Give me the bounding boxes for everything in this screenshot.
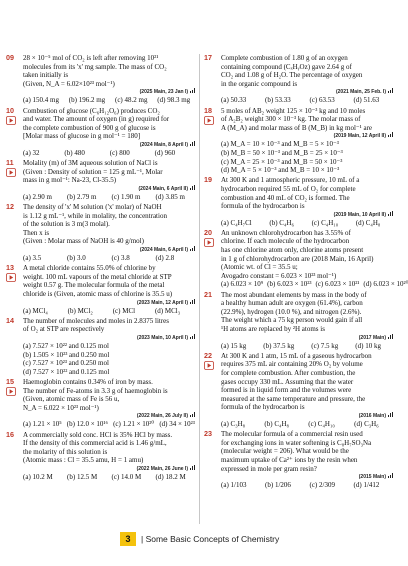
option-d[interactable]: (d) 10 kg [355, 341, 381, 350]
exam-reference-text: (2024 Main, 6 April I) [139, 247, 188, 254]
question-number: 18 [204, 105, 212, 115]
question-line: The molecular formula of a commercial resin used [221, 430, 363, 439]
difficulty-bars-icon [190, 88, 196, 93]
option-b[interactable]: (b) M_B = 50 × 10⁻³ and M_B = 25 × 10⁻³ [221, 148, 343, 157]
question-line: the molarity of this solution is [23, 447, 108, 456]
options [221, 219, 394, 228]
question-number: 21 [204, 289, 212, 299]
options [23, 149, 196, 158]
options [221, 280, 408, 289]
question-line: The weight which a 75 kg person would gain if all [221, 316, 363, 325]
question-text [221, 291, 394, 334]
exam-reference-text: (2024 Main, 6 April II) [138, 185, 188, 192]
question-text [23, 54, 196, 88]
question-line: The density of 'x' M solution ('x' molar) of NaOH [23, 203, 162, 212]
question-line: formula of the hydrocarbon is [221, 403, 305, 412]
page-footer [0, 530, 400, 550]
question-line: [Molar mass of glucose in g mol⁻¹ = 180] [23, 132, 141, 141]
exam-reference [221, 211, 394, 219]
option-c[interactable]: (c) 1.90 m [111, 192, 141, 201]
question-line: in the organic compound is [221, 79, 298, 88]
option-a[interactable]: (a) 7.527 × 10²² and 0.125 mol [23, 342, 109, 350]
exam-reference-text: (2017 Main) [358, 334, 386, 341]
question-number: 13 [6, 263, 14, 273]
option-d[interactable]: (d) 7.527 × 10²² and 0.125 mol [23, 367, 110, 376]
question-line: in 1 g of chlorohydrocarbon are (2018 Main, 16 April) [221, 254, 374, 263]
question-text [23, 431, 196, 465]
video-solution-icon[interactable] [6, 273, 16, 282]
question-number: 20 [204, 227, 212, 237]
question-line: A (M_A) and molar mass of B (M_B) in kg mol⁻¹ are [221, 123, 373, 132]
option-a[interactable]: (a) 1.21 × 10⁵ [23, 420, 62, 429]
exam-reference [23, 299, 196, 307]
question-22 [204, 352, 394, 429]
option-b[interactable]: (b) 1.505 × 10²³ and 0.250 mol [23, 350, 110, 359]
exam-reference [221, 473, 394, 481]
question-09 [6, 54, 196, 105]
option-b[interactable]: (b) 480 [64, 148, 85, 157]
exam-reference [221, 334, 394, 342]
option-c[interactable]: (c) 7.5 kg [311, 341, 339, 350]
question-line: Molality (m) of 3M aqueous solution of NaCl is [23, 159, 158, 168]
option-b[interactable]: (b) 53.33 [265, 96, 291, 105]
question-line: (Given : Molar mass of NaOH is 40 g/mol) [23, 237, 144, 246]
option-a[interactable]: (a) 2.90 m [23, 192, 52, 201]
video-solution-icon[interactable] [204, 238, 214, 247]
exam-reference-text: (2022 Main, 26 July II) [136, 413, 188, 420]
exam-reference-text: (2021 Main, 25 Feb. I) [335, 89, 386, 96]
question-14 [6, 317, 196, 377]
option-d[interactable]: (d) 34 × 10²³ [159, 420, 195, 429]
question-line: CO₂ and 1.08 g of H₂O. The percentage of oxygen [221, 71, 363, 80]
question-15 [6, 378, 196, 429]
question-text [221, 107, 394, 133]
option-c[interactable]: (c) 7.527 × 10²³ and 0.250 mol [23, 359, 109, 368]
option-b[interactable]: (b) 12.5 M [67, 472, 98, 481]
question-number: 11 [6, 158, 14, 168]
question-line: ¹H atoms are replaced by ²H atoms is [221, 325, 325, 333]
options [221, 420, 394, 429]
question-line: and water. The amount of oxygen (in g) required for [23, 115, 170, 124]
question-text [221, 54, 394, 88]
difficulty-bars-icon [190, 334, 196, 339]
option-d[interactable]: (d) 18.2 M [155, 472, 186, 481]
option-c[interactable]: (c) 48.2 mg [114, 96, 148, 105]
question-16 [6, 431, 196, 482]
question-line: requires 375 mL air containing 20% O₂ by volume [221, 360, 363, 369]
question-number: 09 [6, 53, 14, 62]
options [23, 254, 196, 263]
question-text [23, 317, 196, 334]
question-line: has one chlorine atom only, chlorine atoms present [221, 246, 364, 255]
difficulty-bars-icon [388, 132, 394, 137]
question-line: weight. 100 mL vapours of the metal chloride at STP [23, 272, 172, 281]
options [23, 342, 196, 376]
difficulty-bars-icon [388, 211, 394, 216]
option-c[interactable]: (c) 63.53 [309, 96, 335, 105]
difficulty-bars-icon [190, 465, 196, 470]
question-line: (Atomic mass : Cl = 35.5 amu, H = 1 amu) [23, 456, 144, 465]
question-line: hydrocarbon required 55 mL of O₂ for complete [221, 184, 356, 193]
option-b[interactable]: (b) 6.023 × 10²³ [267, 280, 312, 289]
question-line: Then x is [23, 228, 50, 237]
option-b[interactable]: (b) C₄H₈ [264, 419, 289, 428]
option-b[interactable]: (b) C₄H₆ [269, 218, 294, 227]
option-a[interactable]: (a) 10.2 M [23, 472, 53, 481]
option-b[interactable]: (b) MCl₂ [67, 306, 93, 315]
chapter-title: | Some Basic Concepts of Chemistry [141, 534, 280, 544]
difficulty-bars-icon [190, 141, 196, 146]
difficulty-bars-icon [388, 412, 394, 417]
option-a[interactable]: (a) MCl₄ [23, 306, 48, 315]
question-line: The number of Fe-atoms in 3.3 g of haemoglobin is [23, 386, 168, 395]
difficulty-bars-icon [190, 299, 196, 304]
question-line: taken initially is [23, 71, 69, 80]
question-number: 15 [6, 376, 14, 386]
option-a[interactable]: (a) 3.5 [23, 254, 42, 263]
exam-reference [23, 334, 196, 342]
question-line: formed is in liquid form and the volumes were [221, 386, 352, 395]
question-line: the complete combustion of 900 g of glucose is [23, 123, 156, 132]
option-c[interactable]: (c) 2/309 [309, 481, 335, 490]
exam-reference-text: (2015 Main) [358, 474, 386, 481]
option-a[interactable]: (a) 15 kg [221, 341, 247, 350]
question-line: An unknown chlorohydrocarbon has 3.55% of [221, 228, 351, 237]
option-d[interactable]: (d) 6.023 × 10²⁰ [363, 280, 408, 289]
option-d[interactable]: (d) MCl₃ [154, 306, 181, 315]
question-12 [6, 203, 196, 263]
option-b[interactable]: (b) 3.0 [67, 254, 86, 263]
question-line: If the density of this commercial acid is 1.46 g/mL, [23, 439, 167, 448]
option-a[interactable]: (a) M_A = 10 × 10⁻³ and M_B = 5 × 10⁻³ [221, 140, 339, 149]
right-column [204, 53, 408, 491]
question-21 [204, 291, 394, 351]
difficulty-bars-icon [388, 473, 394, 478]
option-a[interactable]: (a) 50.33 [221, 96, 247, 105]
exam-reference-text: (2023 Main, 10 April I) [137, 335, 188, 341]
difficulty-bars-icon [388, 334, 394, 339]
exam-reference [23, 141, 196, 149]
question-number: 12 [6, 202, 14, 212]
question-line: measured at the same temperature and pressure, the [221, 394, 366, 403]
exam-reference-text: (2016 Main) [358, 412, 386, 419]
options [23, 193, 196, 202]
options [221, 96, 394, 105]
options [23, 307, 196, 316]
question-number: 22 [204, 350, 212, 360]
left-column [6, 54, 196, 483]
question-line: The number of molecules and moles in 2.8375 litres [23, 316, 169, 325]
question-line: of A₂B₂ weight 300 × 10⁻³ kg. The molar mass of [221, 115, 361, 124]
question-line: mass in g mol⁻¹: Na-23, Cl-35.5) [23, 176, 117, 185]
question-line: (Atomic wt. of Cl = 35.5 u; [221, 263, 298, 272]
question-line: of the solution is 3 m(3 molal). [23, 220, 110, 229]
option-d[interactable]: (d) 1/412 [353, 481, 380, 490]
exam-reference-text: (2023 Main, 12 April I) [137, 299, 188, 306]
option-c[interactable]: (c) 6.023 × 10²¹ [315, 280, 360, 289]
option-b[interactable]: (b) 2.79 m [67, 192, 97, 201]
question-line: 28 × 10⁻⁵ mol of CO₂ is left after removing 10²¹ [23, 54, 159, 62]
question-line: 5 moles of AB₂ weight 125 × 10⁻³ kg and 10 moles [221, 106, 366, 115]
question-number: 23 [204, 429, 212, 439]
question-line: weight 0.57 g. The molecular formula of the metal [23, 281, 165, 290]
question-text [23, 264, 196, 298]
question-text [23, 107, 196, 141]
option-b[interactable]: (b) 12.0 × 10¹⁶ [66, 420, 108, 429]
difficulty-bars-icon [190, 412, 196, 417]
option-c[interactable]: (c) MCl [112, 306, 136, 315]
options [23, 473, 196, 482]
options [221, 342, 394, 351]
difficulty-bars-icon [190, 185, 196, 190]
question-text [23, 378, 196, 412]
question-number: 19 [204, 175, 212, 185]
exam-reference [23, 465, 196, 473]
exam-reference [23, 412, 196, 420]
option-d[interactable]: (d) M_A = 5 × 10⁻³ and M_B = 10 × 10⁻³ [221, 166, 340, 175]
exam-reference [221, 132, 394, 140]
exam-reference-text: (2022 Main, 26 June I) [136, 465, 188, 472]
option-a[interactable]: (a) 1/103 [221, 481, 247, 490]
option-c[interactable]: (c) C₄H₁₀ [311, 218, 339, 227]
option-c[interactable]: (c) 1.21 × 10²⁰ [113, 420, 155, 429]
question-20 [204, 227, 408, 289]
difficulty-bars-icon [388, 88, 394, 93]
question-line: Haemoglobin contains 0.34% of iron by mass. [23, 377, 153, 386]
question-line: (Given, atomic mass of Fe is 56 u, [23, 395, 120, 404]
question-line: (22.9%), hydrogen (10.0 %), and nitrogen (2.6%). [221, 307, 362, 316]
option-a[interactable]: (a) 150.4 mg [23, 96, 59, 105]
video-solution-icon[interactable] [204, 116, 214, 125]
question-number: 17 [204, 53, 212, 62]
question-line: molecules from its 'x' mg sample. The mass of CO₂ [23, 62, 167, 71]
option-d[interactable]: (d) 51.63 [353, 96, 380, 105]
option-c[interactable]: (c) M_A = 25 × 10⁻³ and M_B = 50 × 10⁻³ [221, 157, 343, 166]
exam-reference-text: (2024 Main, 8 April I) [139, 141, 188, 148]
option-c[interactable]: (c) C₄H₁₀ [308, 419, 335, 428]
question-line: expressed in mole per gram resin? [221, 464, 317, 473]
question-text [221, 176, 394, 210]
options [23, 420, 196, 429]
option-d[interactable]: (d) 960 [154, 148, 176, 157]
question-line: N_A = 6.022 × 10²³ mol⁻¹) [23, 403, 99, 412]
exam-reference [23, 88, 196, 96]
question-line: chlorine. If each molecule of the hydrocarbon [221, 237, 350, 246]
option-b[interactable]: (b) 1/206 [265, 481, 291, 490]
exam-reference-text: (2025 Main, 23 Jan I) [139, 89, 188, 96]
question-line: chloride is (Given, atomic mass of chlorine is 35.5 u) [23, 290, 173, 299]
question-line: A metal chloride contains 55.0% of chlorine by [23, 264, 156, 273]
question-text [221, 430, 394, 473]
option-c[interactable]: (c) 800 [109, 148, 130, 157]
question-line: (Given : Density of solution = 125 g mL⁻¹, Molar [23, 167, 163, 176]
question-text [23, 159, 196, 185]
video-solution-icon[interactable] [6, 387, 16, 396]
question-line: formula of the hydrocarbon is [221, 202, 305, 211]
option-b[interactable]: (b) 37.5 kg [263, 341, 295, 350]
option-a[interactable]: (a) 6.023 × 10⁹ [221, 280, 264, 289]
difficulty-bars-icon [190, 246, 196, 251]
question-19 [204, 176, 394, 227]
option-a[interactable]: (a) C₃H₈ [221, 419, 246, 428]
exam-reference [23, 185, 196, 193]
column-divider [199, 54, 200, 524]
question-text [23, 203, 196, 246]
exam-reference [23, 246, 196, 254]
option-d[interactable]: (d) 98.3 mg [157, 96, 191, 105]
question-number: 16 [6, 429, 14, 439]
question-line: maximum uptake of Ca²⁺ ions by the resin when [221, 455, 358, 464]
question-line: combustion and 40 mL of CO₂ is formed. The [221, 193, 350, 202]
question-line: of O₂ at STP are respectively [23, 325, 105, 334]
video-solution-icon[interactable] [6, 116, 16, 125]
question-line: At 300 K and 1 atm, 15 mL of a gaseous hydrocarbon [221, 351, 372, 360]
question-line: Avogadro constant = 6.023 × 10²³ mol⁻¹) [221, 271, 337, 280]
question-11 [6, 159, 196, 201]
question-number: 14 [6, 315, 14, 325]
question-line: a healthy human adult are oxygen (61.4%), carbon [221, 299, 363, 308]
option-a[interactable]: (a) C₄H₇Cl [221, 218, 252, 227]
exam-reference-text: (2019 Main, 12 April II) [333, 133, 386, 140]
question-10 [6, 107, 196, 158]
option-d[interactable]: (d) 2.8 [155, 254, 175, 263]
question-line: Complete combustion of 1.80 g of an oxygen [221, 54, 348, 62]
option-d[interactable]: (d) C₄H₈ [355, 218, 381, 227]
exam-reference [221, 88, 394, 96]
question-line: At 300 K and 1 atmospheric pressure, 10 mL of a [221, 176, 360, 185]
question-23 [204, 430, 394, 490]
question-line: for complete combustion. After combustion, the [221, 368, 356, 377]
question-line: (Given, N_A = 6.02×10²³ mol⁻¹) [23, 79, 115, 88]
question-text [221, 352, 394, 412]
exam-reference [221, 412, 394, 420]
option-d[interactable]: (d) 3.85 m [155, 192, 185, 201]
option-c[interactable]: (c) 3.8 [111, 254, 130, 263]
question-17 [204, 54, 394, 105]
exam-reference-text: (2019 Main, 10 April II) [333, 211, 386, 218]
question-line: Combustion of glucose (C₆H₁₂O₆) produces CO₂ [23, 106, 160, 115]
question-line: A commercially sold conc. HCl is 35% HCl by mass. [23, 430, 173, 439]
options [221, 140, 394, 174]
question-number: 10 [6, 105, 14, 115]
option-b[interactable]: (b) 196.2 mg [68, 96, 106, 105]
options [23, 96, 196, 105]
question-18 [204, 107, 394, 175]
question-13 [6, 264, 196, 315]
question-line: (molecular weight = 206). What would be the [221, 447, 349, 456]
option-d[interactable]: (d) C₃H₆ [354, 419, 379, 428]
question-line: The most abundant elements by mass in the body of [221, 290, 367, 299]
question-line: containing compound (CₓHᵧOz) gave 2.64 g of [221, 62, 352, 71]
question-line: for exchanging ions in water softening is C₈H₇SO₃Na [221, 438, 372, 447]
options [221, 481, 394, 490]
video-solution-icon[interactable] [6, 168, 16, 177]
option-a[interactable]: (a) 32 [23, 148, 40, 157]
question-text [221, 229, 394, 281]
question-line: gases occupy 330 mL. Assuming that the water [221, 377, 354, 386]
page-number: 3 [120, 532, 136, 546]
video-solution-icon[interactable] [204, 361, 214, 370]
question-line: is 1.12 g mL⁻¹, while in molality, the concentration [23, 211, 167, 220]
option-c[interactable]: (c) 14.0 M [111, 472, 142, 481]
